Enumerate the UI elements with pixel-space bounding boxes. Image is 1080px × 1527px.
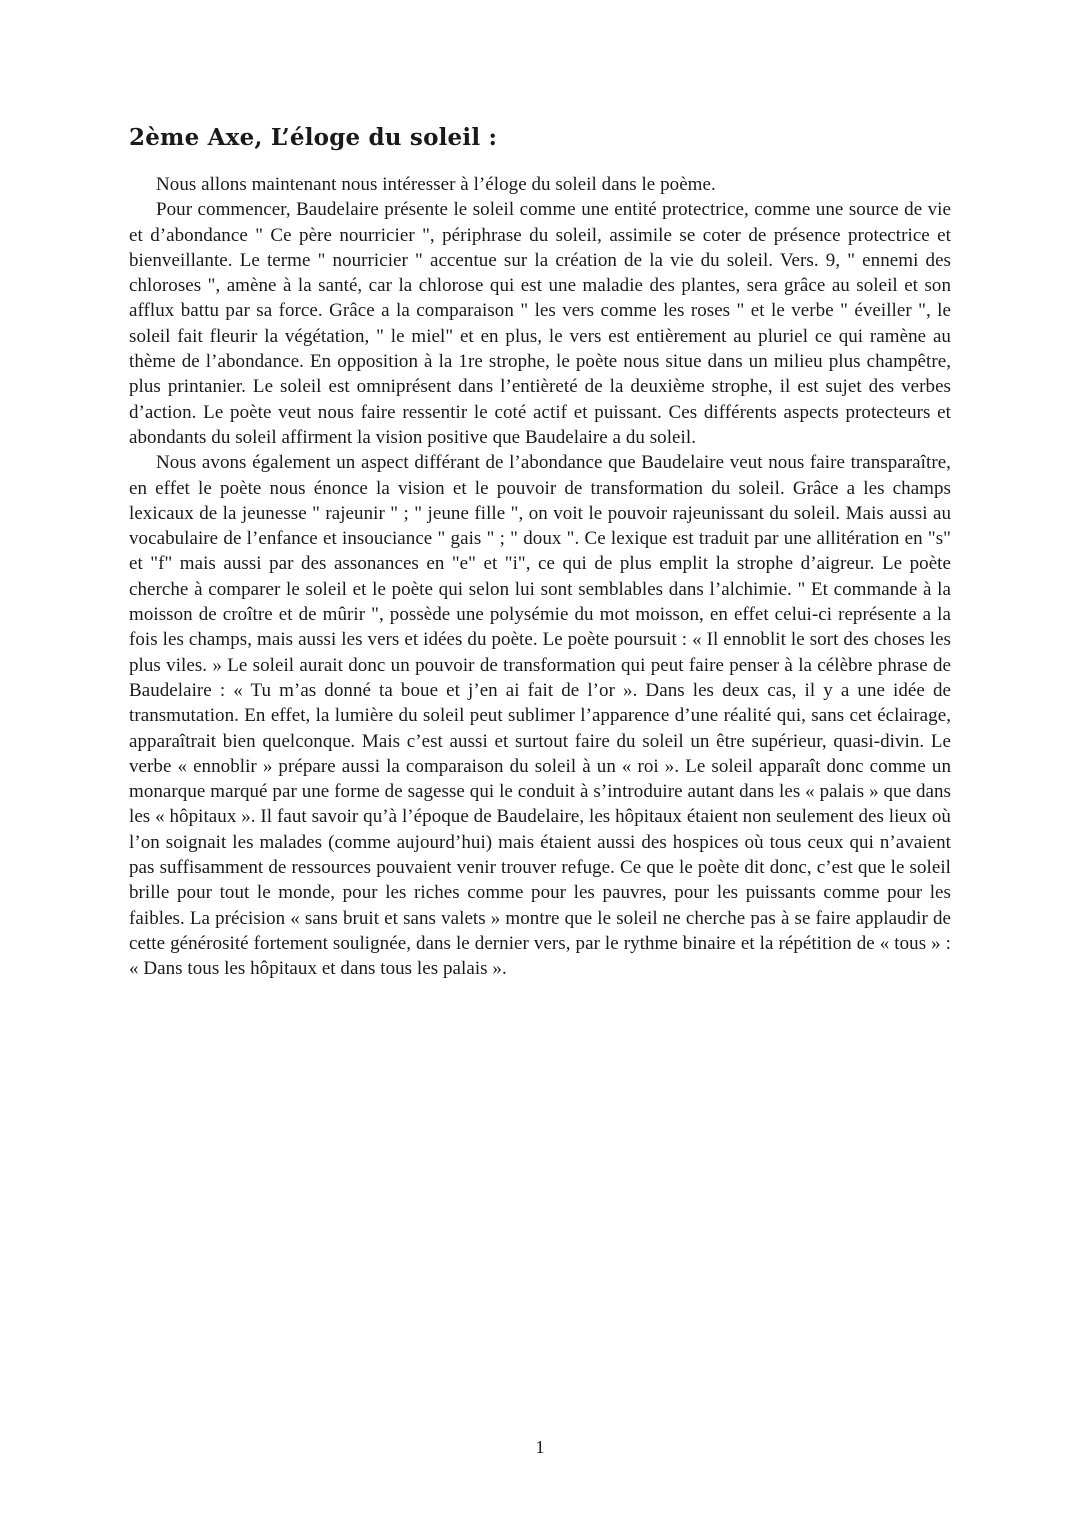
section-title: 2ème Axe, L’éloge du soleil : [129,124,498,151]
paragraph-intro: Nous allons maintenant nous intéresser à l’éloge du soleil dans le poème. [156,174,716,195]
document-page [129,118,951,982]
paragraph-protective-sun: Pour commencer, Baudelaire présente le soleil comme une entité protectrice, comme une source de vie et d’abondance " Ce père nourricier ", périphrase du soleil, assimile se coter de présence protectrice et bienveillante. Le terme " nourricier " accentue sur la création de la vie du soleil. Vers. 9, " ennemi des chloroses ", amène à la santé, car la chlorose qui est une maladie des plantes, sera grâce au soleil et son afflux battu par sa force. Grâce a la comparaison " les vers comme les roses " et le verbe " éveiller ", le soleil fait fleurir la végétation, " le miel" et en plus, le vers est entièrement au pluriel ce qui ramène au thème de l’abondance. En opposition à la 1re strophe, le poète nous situe dans un milieu plus champêtre, plus printanier. Le soleil est omniprésent dans l’entièreté de la deuxième strophe, il est sujet des verbes d’action. Le poète veut nous faire ressentir le coté actif et puissant. Ces différents aspects protecteurs et abondants du soleil affirment la vision positive que Baudelaire a du soleil. [129,199,951,448]
page-number: 1 [535,1437,545,1457]
paragraph-transformation: Nous avons également un aspect différant de l’abondance que Baudelaire veut nous faire transparaître, en effet le poète nous énonce la vision et le pouvoir de transformation du soleil. Grâce a les champs lexicaux de la jeunesse " rajeunir " ; " jeune fille ", on voit le pouvoir rajeunissant du soleil. Mais aussi au vocabulaire de l’enfance et insouciance " gais " ; " doux ". Ce lexique est traduit par une allitération en "s" et "f" mais aussi par des assonances en "e" et "i", ce qui de plus emplit la strophe d’aigreur. Le poète cherche à comparer le soleil et le poète qui selon lui sont semblables dans l’alchimie. " Et commande à la moisson de croître et de mûrir ", possède une polysémie du mot moisson, en effet celui-ci représente a la fois les champs, mais aussi les vers et idées du poète. Le poète poursuit : « Il ennoblit le sort des choses les plus viles. » Le soleil aurait donc un pouvoir de transformation qui peut faire penser à la célèbre phrase de Baudelaire : « Tu m’as donné ta boue et j’en ai fait de l’or ». Dans les deux cas, il y a une idée de transmutation. En effet, la lumière du soleil peut sublimer l’apparence d’une réalité qui, sans cet éclairage, apparaîtrait bien quelconque. Mais c’est aussi et surtout faire du soleil un être supérieur, quasi-divin. Le verbe « ennoblir » prépare aussi la comparaison du soleil à un « roi ». Le soleil apparaît donc comme un monarque marqué par une forme de sagesse qui le conduit à s’introduire autant dans les « palais » que dans les « hôpitaux ». Il faut savoir qu’à l’époque de Baudelaire, les hôpitaux étaient non seulement des lieux où l’on soignait les malades (comme aujourd’hui) mais étaient aussi des hospices où tous ceux qui n’avaient pas suffisamment de ressources pouvaient venir trouver refuge. Ce que le poète dit donc, c’est que le soleil brille pour tout le monde, pour les riches comme pour les pauvres, pour les puissants comme pour les faibles. La précision « sans bruit et sans valets » montre que le soleil ne cherche pas à se faire applaudir de cette générosité fortement soulignée, dans le dernier vers, par le rythme binaire et la répétition de « tous » : « Dans tous les hôpitaux et dans tous les palais ». [129,452,951,980]
body-text [129,172,951,982]
